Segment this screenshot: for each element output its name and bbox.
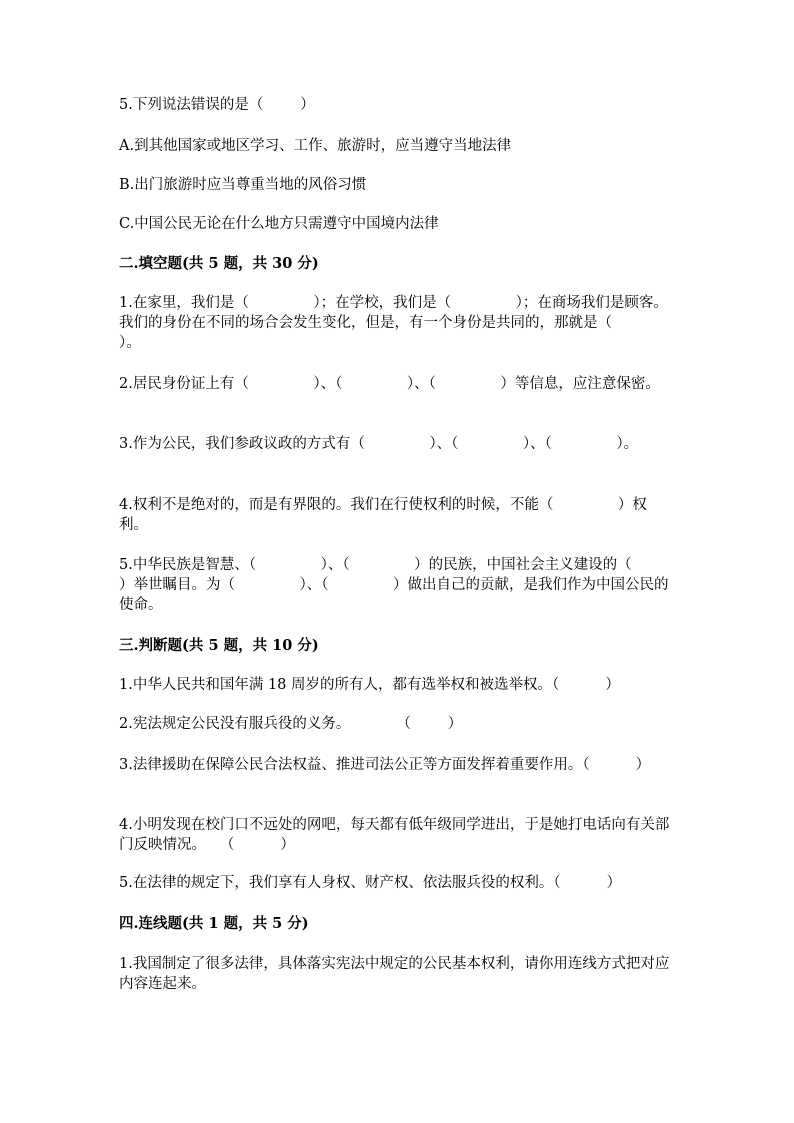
fill-blank-q3: 3.作为公民，我们参政议政的方式有（ ）、（ ）、（ ）。 — [119, 436, 639, 452]
true-false-q5: 5.在法律的规定下，我们享有人身权、财产权、依法服兵役的权利。（ ） — [119, 875, 622, 891]
mc-option-b: B.出门旅游时应当尊重当地的风俗习惯 — [119, 177, 367, 193]
mc-question-stem: 5.下列说法错误的是（ ） — [119, 97, 315, 113]
fill-blank-heading: 二.填空题(共 5 题，共 30 分) — [119, 255, 319, 272]
true-false-q3: 3.法律援助在保障公民合法权益、推进司法公正等方面发挥着重要作用。（ ） — [119, 757, 651, 773]
mc-option-c: C.中国公民无论在什么地方只需遵守中国境内法律 — [119, 216, 439, 232]
mc-option-a: A.到其他国家或地区学习、工作、旅游时，应当遵守当地法律 — [119, 138, 512, 154]
matching-heading: 四.连线题(共 1 题，共 5 分) — [119, 915, 309, 932]
true-false-q1: 1.中华人民共和国年满 18 周岁的所有人，都有选举权和被选举权。（ ） — [119, 677, 620, 693]
matching-q1: 1.我国制定了很多法律，具体落实宪法中规定的公民基本权利，请你用连线方式把对应内容连起来。 — [119, 956, 670, 992]
true-false-q4: 4.小明发现在校门口不远处的网吧，每天都有低年级同学进出，于是她打电话向有关部门反映情况。 （ ） — [119, 817, 670, 853]
true-false-q2: 2.宪法规定公民没有服兵役的义务。 （ ） — [119, 716, 463, 732]
true-false-heading: 三.判断题(共 5 题，共 10 分) — [119, 637, 319, 654]
fill-blank-q2: 2.居民身份证上有（ ）、（ ）、（ ）等信息，应注意保密。 — [119, 376, 660, 392]
fill-blank-q5: 5.中华民族是智慧、（ ）、（ ）的民族，中国社会主义建设的（ ）举世瞩目。为（ ）、（ ）做出自己的贡献，是我们作为中国公民的使命。 — [119, 557, 697, 613]
fill-blank-q4: 4.权利不是绝对的，而是有界限的。我们在行使权利的时候，不能（ ）权利。 — [119, 497, 647, 533]
fill-blank-q1: 1.在家里，我们是（ ）；在学校，我们是（ ）；在商场我们是顾客。我们的身份在不同的场合会发生变化，但是，有一个身份是共同的，那就是（ ）。 — [119, 295, 677, 351]
